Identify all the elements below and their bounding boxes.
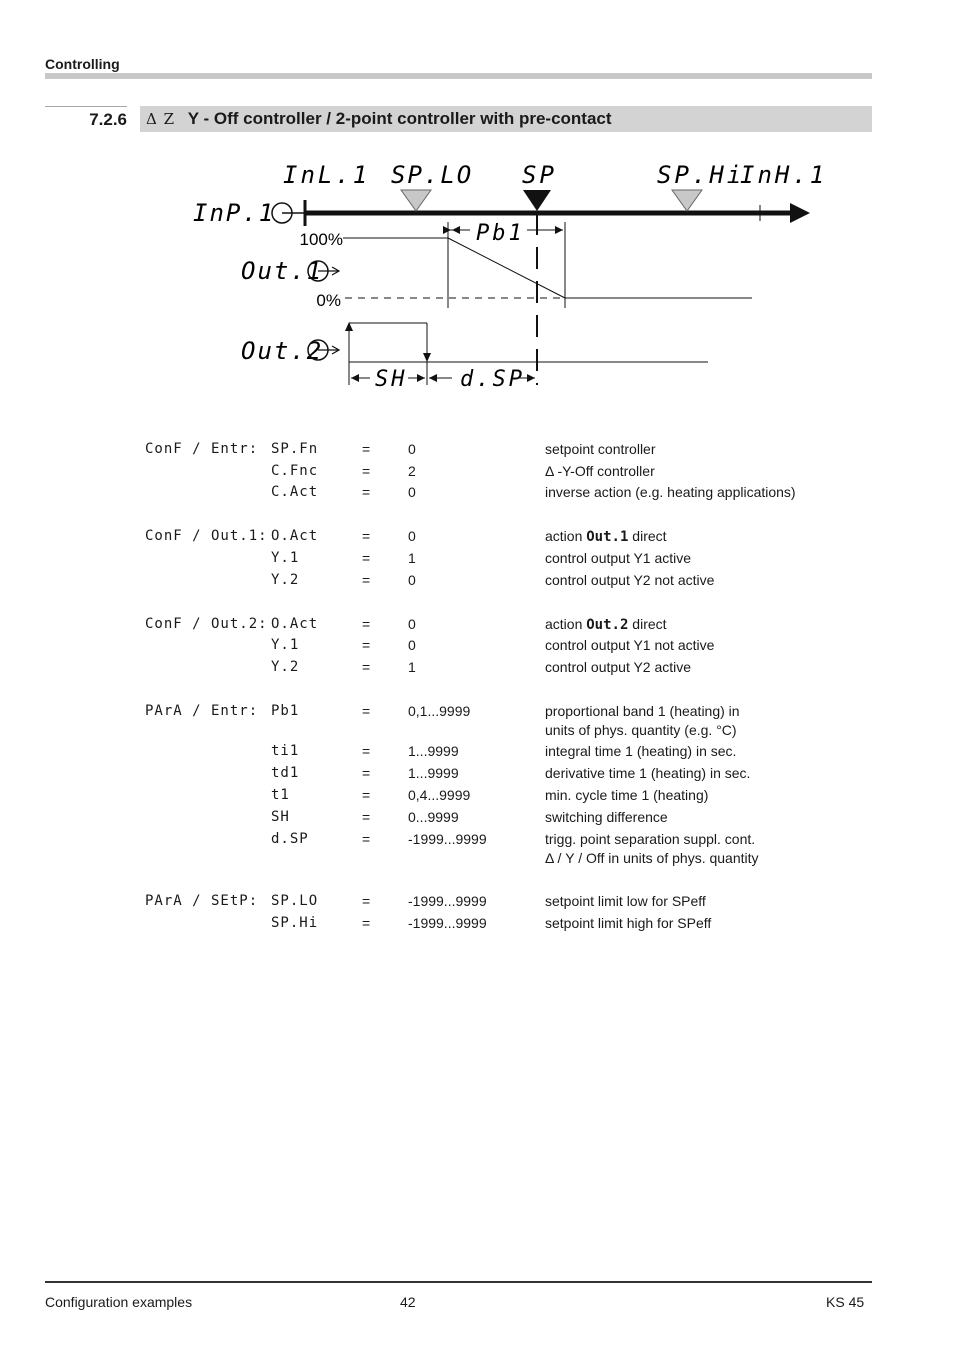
equals-sign: =: [362, 787, 371, 803]
param-description-line2: units of phys. quantity (e.g. °C): [545, 722, 737, 738]
label-inp1: InP.1: [193, 199, 276, 227]
label-inl1: InL.1: [283, 161, 371, 189]
param-name: Pb1: [271, 703, 300, 719]
param-description: control output Y2 not active: [545, 572, 715, 588]
splo-marker: [401, 190, 431, 211]
param-value: 0: [408, 441, 416, 457]
out2-down-arrowhead: [423, 353, 431, 362]
param-description: inverse action (e.g. heating applications): [545, 484, 796, 500]
param-name: O.Act: [271, 616, 319, 632]
equals-sign: =: [362, 463, 371, 479]
param-description: switching difference: [545, 809, 668, 825]
label-sp: SP: [522, 161, 557, 189]
axis-arrowhead: [790, 203, 810, 223]
equals-sign: =: [362, 743, 371, 759]
param-description: control output Y2 active: [545, 659, 692, 675]
group-label: ConF / Out.2:: [145, 616, 268, 632]
section-title: Y - Off controller / 2-point controller with pre-contact: [187, 109, 612, 128]
param-name: td1: [271, 765, 300, 781]
param-value: 0: [408, 572, 416, 588]
param-description: setpoint limit high for SPeff: [545, 915, 712, 931]
label-out2: Out.2: [241, 337, 324, 365]
group-label: PArA / SEtP:: [145, 893, 259, 909]
param-description: trigg. point separation suppl. cont.: [545, 831, 756, 847]
param-description: min. cycle time 1 (heating): [545, 787, 709, 803]
param-description: derivative time 1 (heating) in sec.: [545, 765, 751, 781]
group-label: ConF / Entr:: [145, 441, 259, 457]
desc-suffix: direct: [632, 528, 667, 544]
param-description: setpoint controller: [545, 441, 656, 457]
param-name: t1: [271, 787, 290, 803]
param-description: proportional band 1 (heating) in: [545, 703, 740, 719]
param-description: Δ -Y-Off controller: [545, 463, 655, 479]
group-label: PArA / Entr:: [145, 703, 259, 719]
param-description-line2: Δ / Y / Off in units of phys. quantity: [545, 850, 759, 866]
param-value: -1999...9999: [408, 831, 487, 847]
footer-left: Configuration examples: [45, 1294, 193, 1310]
footer-rule: [45, 1281, 872, 1283]
param-value: 0: [408, 528, 416, 544]
param-name: Y.2: [271, 572, 300, 588]
param-description: integral time 1 (heating) in sec.: [545, 743, 737, 759]
param-value: 1...9999: [408, 765, 459, 781]
param-name: Y.2: [271, 659, 300, 675]
param-value: 0,1...9999: [408, 703, 471, 719]
label-sphi: SP.Hi: [657, 161, 745, 189]
param-description: [545, 527, 667, 546]
equals-sign: =: [362, 765, 371, 781]
equals-sign: =: [362, 637, 371, 653]
sh-arrowhead-left: [351, 374, 359, 382]
label-pb1: Pb1: [476, 221, 525, 246]
param-value: 1: [408, 550, 416, 566]
dsp-arrowhead-right: [527, 374, 535, 382]
desc-code: Out.1: [586, 529, 629, 545]
label-splo: SP.LO: [391, 161, 474, 189]
label-inh1: InH.1: [740, 161, 828, 189]
equals-sign: =: [362, 616, 371, 632]
sh-arrowhead-right: [417, 374, 425, 382]
label-100pct: 100%: [299, 230, 343, 249]
group-label: ConF / Out.1:: [145, 528, 268, 544]
desc-suffix: direct: [632, 616, 667, 632]
param-name: O.Act: [271, 528, 319, 544]
param-name: SP.LO: [271, 893, 319, 909]
param-value: -1999...9999: [408, 915, 487, 931]
equals-sign: =: [362, 831, 371, 847]
label-dsp: d.SP: [460, 367, 525, 392]
section-header: Controlling: [45, 56, 120, 72]
equals-sign: =: [362, 572, 371, 588]
param-name: ti1: [271, 743, 300, 759]
dsp-arrowhead-left: [429, 374, 437, 382]
param-description: control output Y1 active: [545, 550, 692, 566]
equals-sign: =: [362, 528, 371, 544]
sphi-marker: [672, 190, 702, 211]
equals-sign: =: [362, 809, 371, 825]
param-name: SH: [271, 809, 290, 825]
param-value: 0: [408, 616, 416, 632]
param-name: d.SP: [271, 831, 309, 847]
equals-sign: =: [362, 703, 371, 719]
param-name: SP.Fn: [271, 441, 319, 457]
param-value: 0...9999: [408, 809, 459, 825]
equals-sign: =: [362, 550, 371, 566]
param-description: control output Y1 not active: [545, 637, 715, 653]
desc-prefix: action: [545, 528, 583, 544]
pb1-arrowhead-right: [555, 226, 563, 234]
param-name: C.Act: [271, 484, 319, 500]
param-value: 0: [408, 484, 416, 500]
param-value: 2: [408, 463, 416, 479]
param-value: -1999...9999: [408, 893, 487, 909]
out1-ramp: [448, 238, 565, 298]
param-name: Y.1: [271, 637, 300, 653]
equals-sign: =: [362, 915, 371, 931]
equals-sign: =: [362, 484, 371, 500]
label-out1: Out.1: [241, 257, 324, 285]
delta-symbol: Δ Z: [146, 110, 176, 128]
equals-sign: =: [362, 441, 371, 457]
param-value: 1: [408, 659, 416, 675]
param-name: Y.1: [271, 550, 300, 566]
param-description: [545, 615, 667, 634]
pb1-arrowhead-left: [452, 226, 460, 234]
param-value: 0: [408, 637, 416, 653]
section-number: 7.2.6: [45, 106, 127, 132]
param-value: 0,4...9999: [408, 787, 471, 803]
desc-code: Out.2: [586, 617, 629, 633]
param-name: SP.Hi: [271, 915, 319, 931]
label-0pct: 0%: [316, 291, 341, 310]
sp-marker: [523, 190, 551, 211]
param-value: 1...9999: [408, 743, 459, 759]
controller-diagram: [0, 0, 954, 420]
label-sh: SH: [375, 367, 408, 392]
param-description: setpoint limit low for SPeff: [545, 893, 706, 909]
desc-prefix: action: [545, 616, 583, 632]
footer-right: KS 45: [826, 1294, 865, 1310]
equals-sign: =: [362, 659, 371, 675]
page-number: 42: [400, 1294, 416, 1310]
equals-sign: =: [362, 893, 371, 909]
param-name: C.Fnc: [271, 463, 319, 479]
